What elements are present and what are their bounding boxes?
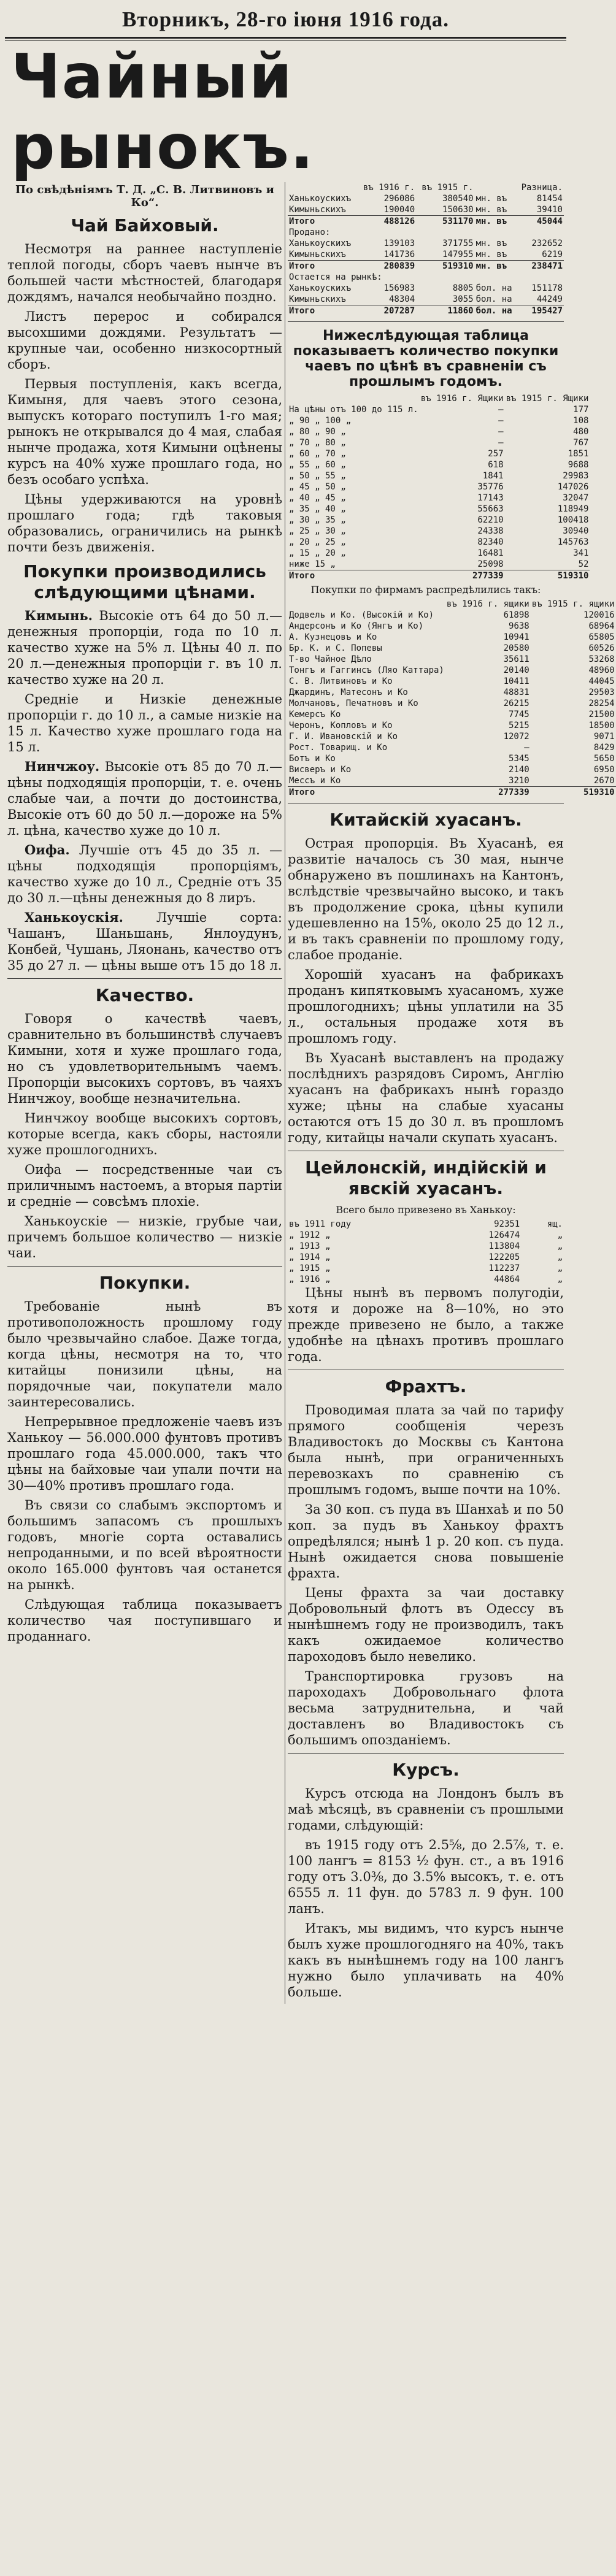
paragraph: За 30 коп. съ пуда въ Шанхаѣ и по 50 коп. за пудъ въ Ханькоу фрахтъ опредѣлялся; нынѣ 1 р. 20 коп. съ пуда. Нынѣ ожидается снова повышеніе фрахта. (288, 1502, 564, 1581)
paragraph: Въ Хуасанѣ выставленъ на продажу послѣднихъ разрядовъ Сиромъ, Англію хуасанъ на фабрикахъ нынѣ гораздо хуже; цѣны на слабые хуасаны остаются отъ 15 до 30 л. въ прошломъ году, китайцы начали скупать хуасанъ. (288, 1051, 564, 1145)
price-item-name: Оифа. (25, 842, 70, 857)
table-row: Ханькоускихъ 139103 371755 мн. въ 232652 (289, 239, 563, 248)
table-row: Черонъ, Копловъ и Ко 5215 18500 (289, 721, 615, 730)
table-row: Итого 280839 519310 мн. въ 238471 (289, 261, 563, 271)
paragraph: Слѣдующая таблица показываетъ количество чая поступившаго и проданнаго. (7, 1597, 282, 1644)
ceylon-intro: Всего было привезено въ Ханькоу: (336, 1204, 516, 1216)
paragraph: Цѣны удерживаются на уровнѣ прошлаго года; гдѣ таковыя образовались, ограничились на рынкѣ почти безъ движенія. (7, 492, 282, 554)
paragraph: Оифа — посредственные чаи съ приличнымъ настоемъ, а вторыя партіи и средніе — совсѣмъ плохіе. (7, 1162, 282, 1209)
table-row: „ 45 „ 50 „ 35776 147026 (289, 482, 589, 492)
table-subtitle: Продано: (289, 228, 331, 237)
table-row: Т-во Чайное Дѣло 35611 53268 (289, 654, 615, 664)
price-item (7, 608, 282, 688)
table-row: „ 20 „ 25 „ 82340 145763 (289, 537, 589, 547)
price-item-name: Кимынь. (25, 608, 93, 623)
paragraph: Курсъ отсюда на Лондонъ былъ въ маѣ мѣсяцѣ, въ сравненіи съ прошлыми годами, слѣдующій: (288, 1786, 564, 1833)
table-row: въ 1911 году 92351 ящ. (289, 1219, 563, 1229)
paragraph: Требованіе нынѣ въ противоположность прошлому году было чрезвычайно слабое. Даже тогда, когда цѣны, несмотря на то, что китайцы понизили цѣны, на порядочные чаи, покупатели мало заинтересовались. (7, 1299, 282, 1409)
left-column (5, 182, 285, 2004)
table-row: „ 60 „ 70 „ 257 1851 (289, 449, 589, 459)
table-row: „ 25 „ 30 „ 24338 30940 (289, 526, 589, 536)
paragraph: Листъ перерос и собирался высохшими дождями. Результатъ — крупные чаи, особенно низкосортный сборъ. (7, 309, 282, 372)
table-row: Итого 488126 531170 мн. въ 45044 (289, 217, 563, 226)
divider (7, 1266, 282, 1267)
paragraph: Несмотря на раннее наступленіе теплой погоды, сборъ чаевъ нынче въ большей части мѣстностей, благодаря дождямъ, начался необычайно поздно. (7, 242, 282, 304)
table-row: Андерсонъ и Ко (Янгъ и Ко) 9638 68964 (289, 621, 615, 631)
table-row: „ 50 „ 55 „ 1841 29983 (289, 471, 589, 481)
source-line: По свѣдѣніямъ Т. Д. „С. В. Литвиновъ и Ко“. (15, 183, 274, 209)
table-row: На цѣны отъ 100 до 115 л. — 177 (289, 405, 589, 415)
paragraph: въ 1915 году отъ 2.5⅝, до 2.5⅞, т. е. 100 лангъ = 8153 ½ фун. ст., а въ 1916 году отъ 3.0⅜, до 3.5% высокъ, т. е. отъ 6555 л. 11 фун. до 5783 л. 9 фун. 100 ланъ. (288, 1838, 564, 1916)
ceylon-title: Цейлонскій, индійскій и явскій хуасанъ. (305, 1157, 547, 1198)
price-table-title: Нижеслѣдующая таблица показываетъ количество покупки чаевъ по цѣнѣ въ сравненіи съ прошлымъ годомъ. (293, 328, 559, 389)
table-row: „ 80 „ 90 „ — 480 (289, 427, 589, 437)
paragraph: Говоря о качествѣ чаевъ, сравнительно въ большинствѣ случаевъ Кимыни, хотя и хуже прошлаго года, но съ удовлетворительнымъ чаемъ. Пропорціи высокихъ сортовъ, въ чаяхъ Нинчжоу, вообще незначительна. (7, 1011, 282, 1106)
two-columns (5, 182, 615, 2004)
table-row: Ботъ и Ко 5345 5650 (289, 754, 615, 764)
col-head: въ 1915 г. ящики (531, 599, 615, 609)
table-row: А. Кузнецовъ и Ко 10941 65805 (289, 632, 615, 642)
table-row: Мессъ и Ко 3210 2670 (289, 776, 615, 786)
divider (7, 978, 282, 979)
paragraph: Ханькоускіе — низкіе, грубые чаи, причемъ большое количество — низкіе чаи. (7, 1214, 282, 1260)
ceylon-table (288, 1219, 564, 1285)
price-table (288, 393, 590, 581)
table-row: „ 1914 „ 122205 „ (289, 1252, 563, 1262)
price-item (7, 910, 282, 973)
table-row: Рост. Товарищ. и Ко — 8429 (289, 743, 615, 753)
paragraph: Проводимая плата за чай по тарифу прямого сообщенія черезъ Владивостокъ до Москвы съ Кантона была нынѣ, при ограниченныхъ перевозкахъ по сравненію съ прошлымъ годомъ, выше почти на 10%. (288, 1403, 564, 1497)
table-subtitle: Остается на рынкѣ: (289, 272, 382, 282)
table-row: ниже 15 „ 25098 52 (289, 559, 589, 569)
paragraph: Острая пропорція. Въ Хуасанѣ, ея развитіе началось съ 30 мая, нынче обнаружено въ пошлинахъ на Кантонъ, вслѣдствіе чрезвычайно высоко, и такъ въ продолжение срока, цѣны купили удешевленно на 15%, около 25 до 12 л., и въ такъ сравненіи по прошлому году, слабое проданіе. (288, 836, 564, 962)
price-item-name: Ханькоускія. (25, 910, 123, 925)
table-row: Бр. К. и С. Попевы 20580 60526 (289, 643, 615, 653)
paragraph: Непрерывное предложеніе чаевъ изъ Ханькоу — 56.000.000 фунтовъ противъ прошлаго года 45.000.000, такъ что цѣны на байховые чаи упали почти на 30—40% противъ прошлаго года. (7, 1414, 282, 1493)
table-row: „ 1912 „ 126474 „ (289, 1230, 563, 1240)
col-head: въ 1915 г. (422, 183, 474, 193)
table-row: Ханькоускихъ 156983 8805 бол. на 151178 (289, 283, 563, 293)
table-row: Итого 207287 11860 бол. на 195427 (289, 306, 563, 316)
paragraph: Первыя поступленія, какъ всегда, Кимыня, для чаевъ этого сезона, выпускъ котораго поступилъ 1-го мая; рынокъ не открывался до 4 мая, слабая нынче продажа, хотя Кимыни оцѣнены курсъ на 40% хуже прошлаго года, но безъ особаго успѣха. (7, 377, 282, 487)
table-row: Г. И. Ивановскій и Ко 12072 9071 (289, 732, 615, 742)
table-row: „ 1916 „ 44864 „ (289, 1275, 563, 1284)
table-row: Кимыньскихъ 141736 147955 мн. въ 6219 (289, 250, 563, 259)
col-head: въ 1916 г. (363, 183, 415, 193)
price-item (7, 842, 282, 906)
table-row: Тонгъ и Гаггинсъ (Ляо Каттара) 20140 48960 (289, 665, 615, 675)
firms-table (288, 599, 616, 798)
col-head: въ 1916 г. ящики (446, 599, 529, 609)
price-item-text: Высокіе отъ 85 до 70 л.—цѣны подходящія пропорціи, т. е. очень слабые чаи, а почти до достоинства, Высокіе отъ 60 до 50 л.—дороже на 5% л. цѣна, качество хуже до 10 л. (7, 759, 282, 838)
paragraph: Въ связи со слабымъ экспортомъ и большимъ запасомъ съ прошлыхъ годовъ, многіе сорта оставались непроданными, и по всей вѣроятности около 165.000 фунтовъ чая останется на рынкѣ. (7, 1498, 282, 1592)
table-total-row: Итого 277339 519310 (289, 571, 589, 581)
newspaper-page (5, 4, 615, 2567)
price-item (7, 691, 282, 755)
purchases-title: Покупки. (99, 1273, 191, 1293)
paragraph: Цены фрахта за чаи доставку Добровольный флотъ въ Одессу въ нынѣшнемъ году не производилъ, такъ какъ ожидаемое количество пароходовъ было невелико. (288, 1585, 564, 1664)
table-row: „ 1915 „ 112237 „ (289, 1263, 563, 1273)
table-row: „ 90 „ 100 „ — 108 (289, 416, 589, 426)
table-total-row: Итого 277339 519310 (289, 788, 615, 797)
masthead: Чайный рынокъ. (11, 40, 315, 183)
firms-table-title: Покупки по фирмамъ распредѣлились такъ: (310, 584, 541, 596)
table-row: Ханькоускихъ 296086 380540 мн. въ 81454 (289, 194, 563, 204)
baikhovy-title: Чай Байховый. (71, 215, 219, 236)
receipts-table (288, 182, 564, 316)
table-row: „ 15 „ 20 „ 16481 341 (289, 548, 589, 558)
course-title: Курсъ. (392, 1760, 460, 1780)
table-row: „ 55 „ 60 „ 618 9688 (289, 460, 589, 470)
issue-date: Вторникъ, 28-го іюня 1916 года. (5, 4, 566, 39)
freight-title: Фрахтъ. (385, 1376, 467, 1397)
price-item-text: Средніе и Низкіе денежные пропорціи г. до 10 л., а самые низкіе на 15 л. Качество хуже прошлаго года на 15 л. (7, 692, 282, 754)
table-row: Кимыньскихъ 190040 150630 мн. въ 39410 (289, 205, 563, 215)
table-row: Кемерсъ Ко 7745 21500 (289, 710, 615, 719)
table-row: С. В. Литвиновъ и Ко 10411 44045 (289, 677, 615, 686)
price-item (7, 759, 282, 838)
table-row: Молчановъ, Печатновъ и Ко 26215 28254 (289, 699, 615, 708)
price-item-text: Высокіе отъ 64 до 50 л.—денежныя пропорціи, года по 10 л. качество хуже на 5% л. Цѣны 40 л. по 20 л.—денежныя пропорціи г. въ 10 л. качество хуже на 20 л. (7, 608, 282, 687)
price-item-text: Лучшіе сорта: Чашанъ, Шаньшань, Янлоудунъ, Конбей, Чушань, Ляонань, качество отъ 35 до 27 л. — цѣны выше отъ 15 до 18 л. (7, 910, 282, 973)
right-column (285, 182, 615, 2004)
prices-title: Покупки производились слѣдующими цѣнами. (23, 561, 266, 602)
table-row: „ 30 „ 35 „ 62210 100418 (289, 515, 589, 525)
paragraph: Транспортировка грузовъ на пароходахъ Добровольнаго флота весьма затруднительна, и чай доставленъ во Владивостокъ съ большимъ опозданіемъ. (288, 1669, 564, 1747)
price-item-name: Нинчжоу. (25, 759, 100, 774)
paragraph: Хорошій хуасанъ на фабрикахъ проданъ кипятковымъ хуасаномъ, хуже прошлогоднихъ; цѣны уплатили на 35 л., остальныя продаже хотя въ прошломъ году. (288, 967, 564, 1046)
divider (288, 1753, 564, 1754)
husan-title: Китайскій хуасанъ. (329, 810, 522, 830)
divider (288, 321, 564, 322)
col-head: въ 1915 г. Ящики (506, 394, 589, 404)
paragraph: Цѣны нынѣ въ первомъ полугодіи, хотя и дороже на 8—10%, но это прежде привезено не было, а также удобнѣе на цѣнахъ противъ прошлаго года. (288, 1286, 564, 1364)
paragraph: Итакъ, мы видимъ, что курсъ нынче былъ хуже прошлогодняго на 40%, такъ какъ въ нынѣшнемъ году на 100 лангъ нужно было уплачивать на 40% больше. (288, 1921, 564, 1999)
table-row: „ 35 „ 40 „ 55663 118949 (289, 504, 589, 514)
price-item-text: Лучшіе отъ 45 до 35 л. — цѣны подходящія пропорціямъ, качество хуже до 10 л., Средніе отъ 35 до 30 л.—цѣны денежныя до 8 лиръ. (7, 843, 282, 905)
quality-title: Качество. (95, 985, 194, 1005)
table-row: „ 70 „ 80 „ — 767 (289, 438, 589, 448)
table-row: „ 40 „ 45 „ 17143 32047 (289, 493, 589, 503)
table-row: Кимыньскихъ 48304 3055 бол. на 44249 (289, 294, 563, 304)
col-head: въ 1916 г. Ящики (420, 394, 504, 404)
table-row: „ 1913 „ 113804 „ (289, 1241, 563, 1251)
table-row: Висверъ и Ко 2140 6950 (289, 765, 615, 775)
col-head: Разница. (521, 183, 563, 193)
paragraph: Нинчжоу вообще высокихъ сортовъ, которые всегда, какъ сборы, настояли хуже прошлогоднихъ. (7, 1111, 282, 1157)
table-row: Додвель и Ко. (Высокій и Ко) 61898 120016 (289, 610, 615, 620)
table-row: Джардинъ, Матесонъ и Ко 48831 29503 (289, 688, 615, 697)
